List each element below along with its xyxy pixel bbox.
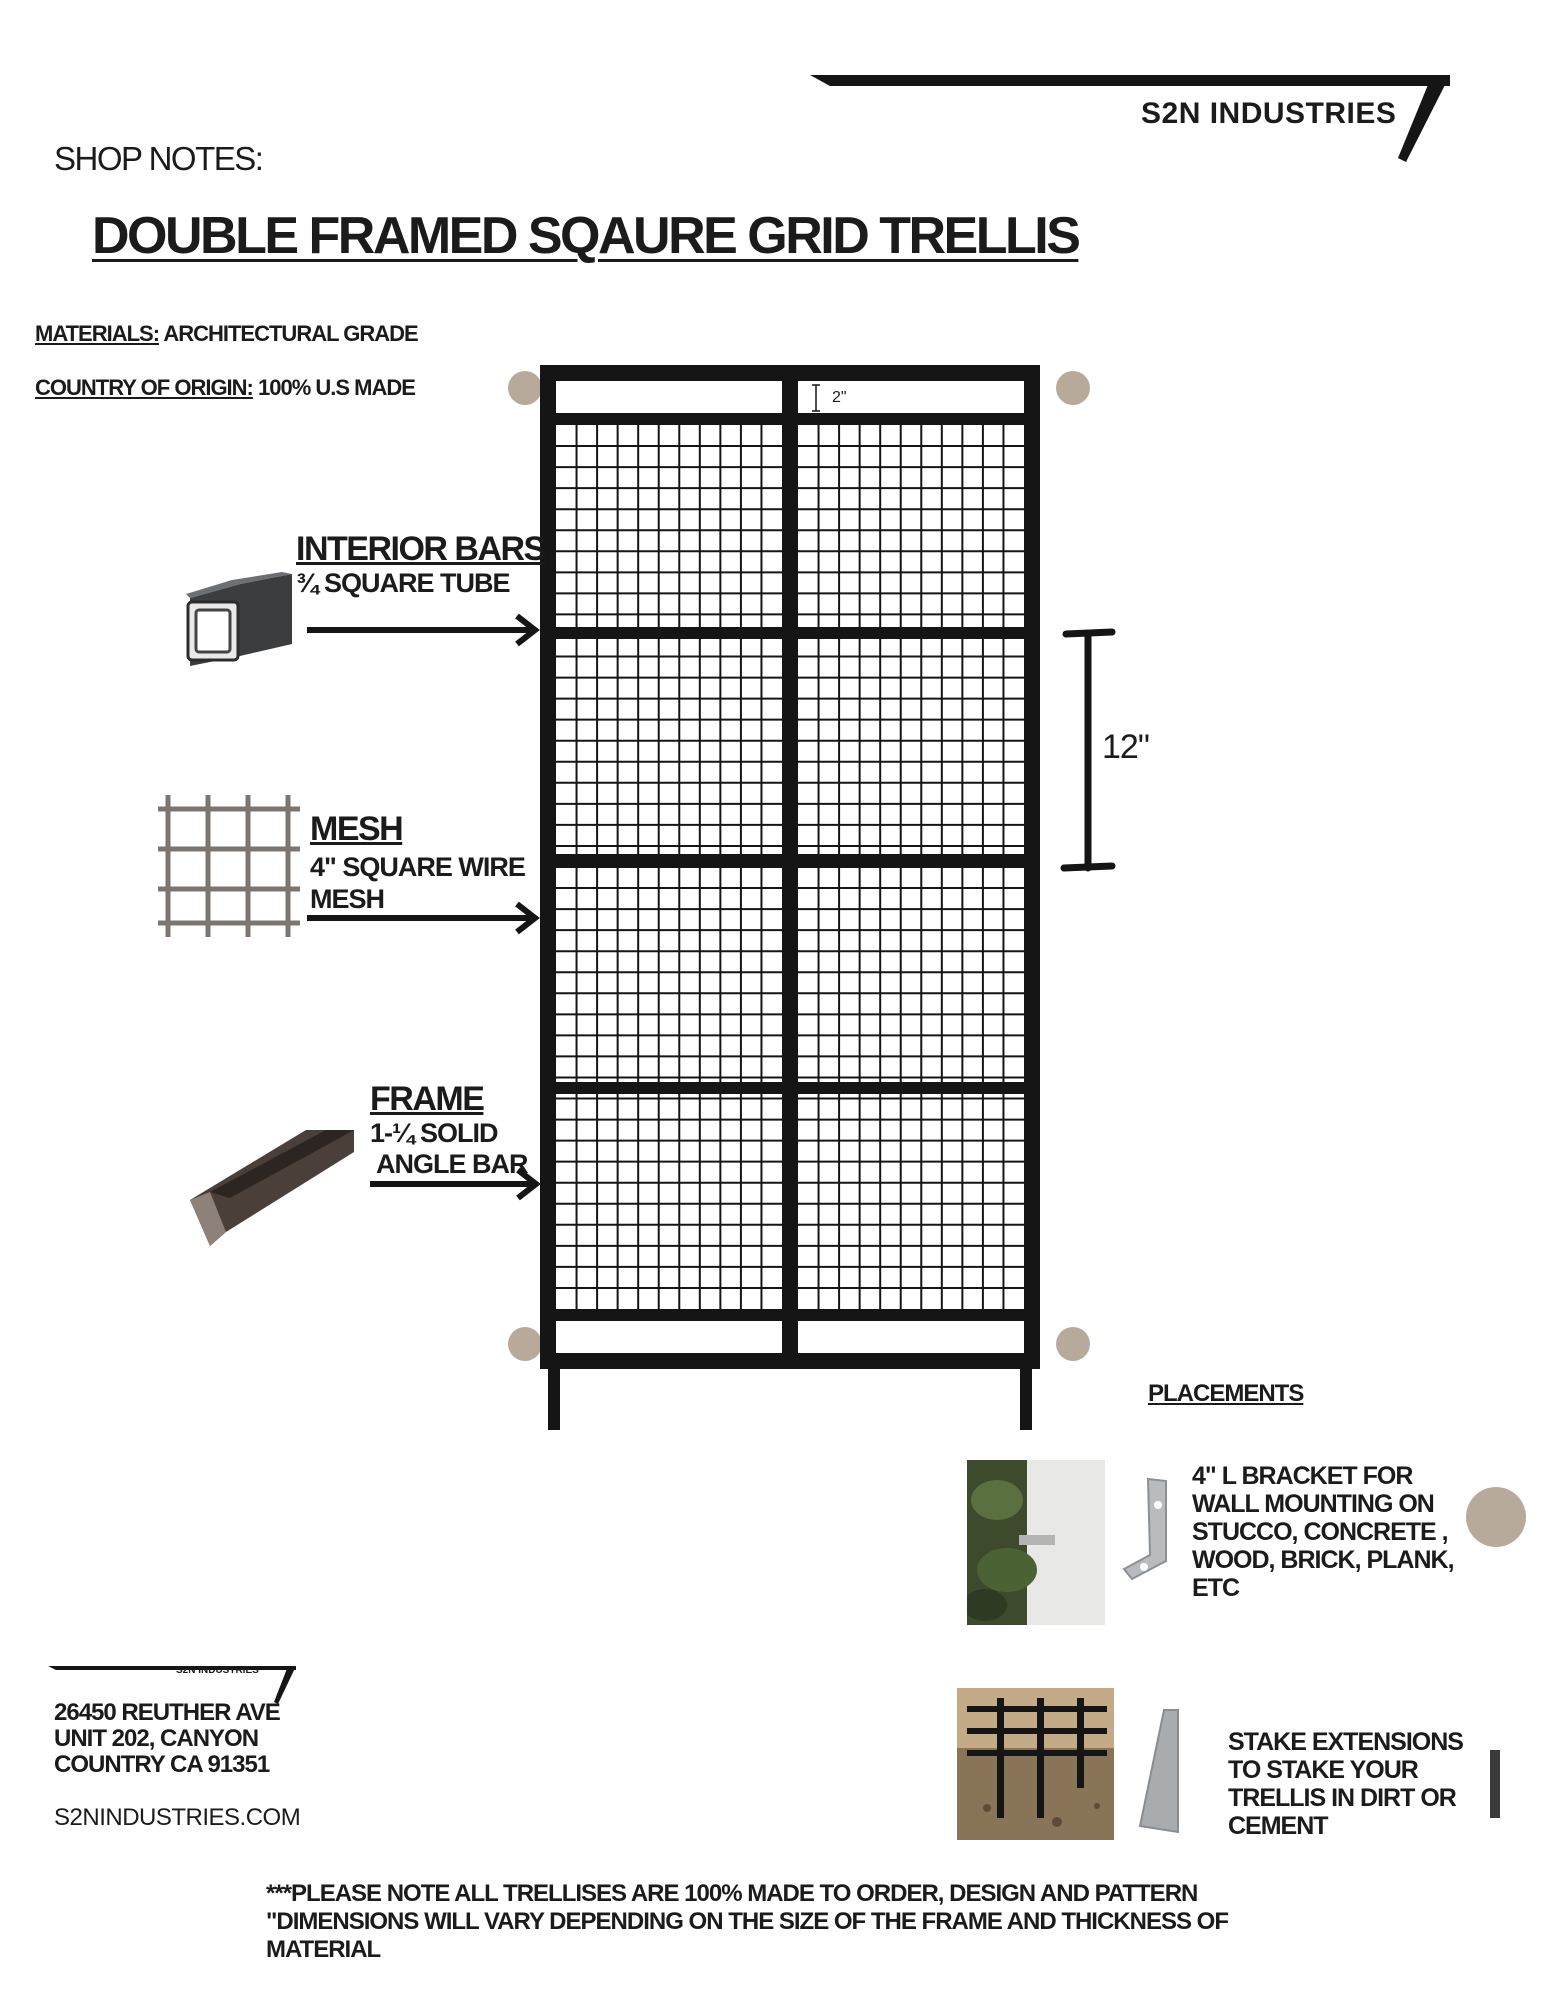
mesh-title: MESH (310, 810, 403, 848)
address-block (54, 1700, 314, 1778)
side-marker-bar (1490, 1750, 1500, 1818)
materials-value: ARCHITECTURAL GRADE (163, 321, 418, 346)
interior-bars-title: INTERIOR BARS (296, 530, 545, 568)
origin-spec (35, 375, 415, 401)
arrow-right-icon (305, 612, 545, 648)
frame-desc-line2: ANGLE BAR (376, 1149, 528, 1179)
mount-point-bottom-left (508, 1327, 542, 1361)
shop-notes-label: SHOP NOTES: (54, 140, 263, 177)
square-tube-icon (182, 570, 294, 670)
mount-point-side (1466, 1487, 1526, 1547)
l-bracket-icon (1120, 1477, 1172, 1583)
address-line: UNIT 202, CANYON (54, 1725, 259, 1752)
arrow-right-icon (368, 1166, 546, 1202)
stake-extension-icon (1136, 1708, 1184, 1836)
wall-mount-photo (967, 1460, 1105, 1625)
mount-point-top-left (508, 371, 542, 405)
address-line: 26450 REUTHER AVE (54, 1699, 280, 1726)
order-note (266, 1880, 1306, 1964)
origin-value: 100% U.S MADE (258, 375, 415, 400)
angle-bar-icon (186, 1128, 354, 1248)
placements-title: PLACEMENTS (1148, 1380, 1304, 1407)
dimension-panel-height: 12" (1102, 728, 1149, 766)
note-line: MATERIAL (266, 1936, 381, 1963)
wire-mesh-icon (158, 795, 300, 937)
address-line: COUNTRY CA 91351 (54, 1751, 270, 1778)
trellis-diagram (540, 365, 1040, 1430)
mesh-desc-line1: 4" SQUARE WIRE (310, 852, 525, 882)
origin-label: COUNTRY OF ORIGIN: (35, 375, 253, 400)
dimension-top-gap: 2" (832, 389, 847, 406)
materials-label: MATERIALS: (35, 321, 160, 346)
bracket-description: 4" L BRACKET FOR WALL MOUNTING ON STUCCO, CONCRETE , WOOD, BRICK, PLANK, ETC (1192, 1462, 1454, 1602)
mount-point-top-right (1056, 371, 1090, 405)
brand-name: S2N INDUSTRIES (1141, 97, 1397, 130)
materials-spec (35, 321, 418, 347)
frame-desc-line1: 1-¼ SOLID (370, 1118, 498, 1148)
brand-name-small: S2N INDUSTRIES (176, 1665, 259, 1676)
mesh-desc-line2: MESH (310, 884, 385, 914)
mount-point-bottom-right (1056, 1327, 1090, 1361)
stake-ground-photo (957, 1688, 1114, 1840)
note-line: ***PLEASE NOTE ALL TRELLISES ARE 100% MADE TO ORDER, DESIGN AND PATTERN (266, 1880, 1198, 1907)
stake-description: STAKE EXTENSIONS TO STAKE YOUR TRELLIS IN DIRT OR CEMENT (1228, 1728, 1463, 1840)
note-line: "DIMENSIONS WILL VARY DEPENDING ON THE SIZE OF THE FRAME AND THICKNESS OF (266, 1908, 1228, 1935)
page-title: DOUBLE FRAMED SQAURE GRID TRELLIS (92, 207, 1079, 265)
interior-bars-desc: ¾ SQUARE TUBE (296, 568, 510, 598)
website-link[interactable]: S2NINDUSTRIES.COM (54, 1804, 301, 1831)
arrow-right-icon (305, 900, 545, 936)
frame-title: FRAME (370, 1080, 484, 1118)
